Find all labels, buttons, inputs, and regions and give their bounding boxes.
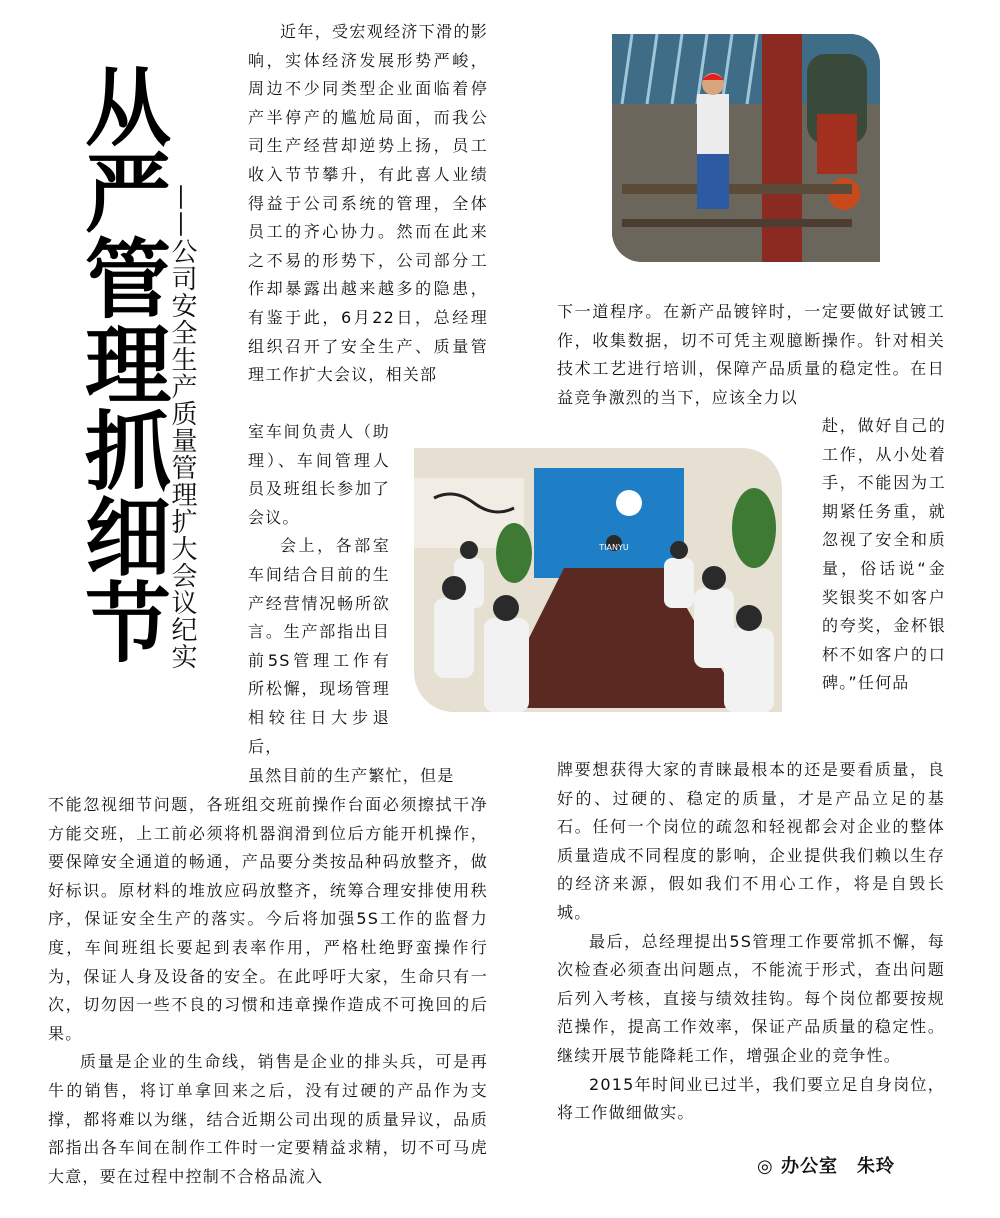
factory-photo-image: [612, 34, 880, 262]
meeting-logo-text: TIANYU: [599, 543, 629, 552]
subtitle-text: 公司安全生产质量管理扩大会议纪实: [167, 238, 197, 670]
signature: ◎ 办公室 朱玲: [757, 1156, 895, 1177]
col2-bottom-text: 牌要想获得大家的青睐最根本的还是要看质量，良好的、过硬的、稳定的质量，才是产品立足的基石。任何一个岗位的疏忽和轻视都会对企业的整体质量造成不同程度的影响，企业提供我们赖以生存的经济来源，假如我们不用心工作，将是自毁长城。 最后，总经理提出5S管理工作要常抓不懈，每次检查必须查出问题点，不能流于形式，查出问题后列入考核，直接与绩效挂钩。每个岗位都要按规范操作，提高工作效率，保证产品质量的稳定性。继续开展节能降耗工作，增强企业的竞争性。 2015年时间业已过半，我们要立足自身岗位，将工作做细做实。: [557, 760, 945, 1123]
col1-top-text: 近年，受宏观经济下滑的影响，实体经济发展形势严峻，周边不少同类型企业面临着停产半停产的尴尬局面，而我公司生产经营却逆势上扬，员工收入节节攀升，有此喜人业绩得益于公司系统的管理，全体员工的齐心协力。然而在此来之不易的形势下，公司部分工作却暴露出越来越多的隐患，有鉴于此，6月22日，总经理组织召开了安全生产、质量管理工作扩大会议，相关部: [248, 22, 488, 385]
factory-photo: [612, 34, 880, 262]
subtitle-dash: ——: [167, 184, 197, 238]
col1-bottom-text: 不能忽视细节问题，各班组交班前操作台面必须擦拭干净方能交班，上工前必须将机器润滑到位后方能开机操作，要保障安全通道的畅通，产品要分类按品种码放整齐，做好标识。原材料的堆放应码放整齐，统筹合理安排使用秩序，保证安全生产的落实。今后将加强5S工作的监督力度，车间班组长要起到表率作用，严格杜绝野蛮操作行为，保证人身及设备的安全。在此呼吁大家，生命只有一次，切勿因一些不良的习惯和违章操作造成不可挽回的后果。 质量是企业的生命线，销售是企业的排头兵，可是再牛的销售，将订单拿回来之后，没有过硬的产品作为支撑，都将难以为继，结合近期公司出现的质量异议，品质部指出各车间在制作工件时一定要精益求精，切不可马虎大意，要在过程中控制不合格品流入: [48, 795, 488, 1186]
meeting-photo-image: [414, 448, 782, 712]
article-subtitle: [168, 184, 196, 670]
col1-bottom-first: 虽然目前的生产繁忙，但是: [248, 766, 455, 785]
col1-narrow-text: 室车间负责人（助理）、车间管理人员及班组长参加了会议。 会上，各部室车间结合目前的生产经营情况畅所欲言。生产部指出目前5S管理工作有所松懈，现场管理相较往日大步退后，: [248, 422, 390, 756]
col2-top-text: 下一道程序。在新产品镀锌时，一定要做好试镀工作，收集数据，切不可凭主观臆断操作。针对相关技术工艺进行培训，保障产品质量的稳定性。在日益竞争激烈的当下，应该全力以: [557, 302, 945, 407]
col2-narrow-text: 赴，做好自己的工作，从小处着手，不能因为工期紧任务重，就忽视了安全和质量，俗话说“金奖银奖不如客户的夸奖，金杯银杯不如客户的口碑。”任何品: [822, 416, 946, 693]
article-title: 从严管理抓细节: [70, 62, 170, 664]
meeting-photo: [414, 448, 782, 712]
